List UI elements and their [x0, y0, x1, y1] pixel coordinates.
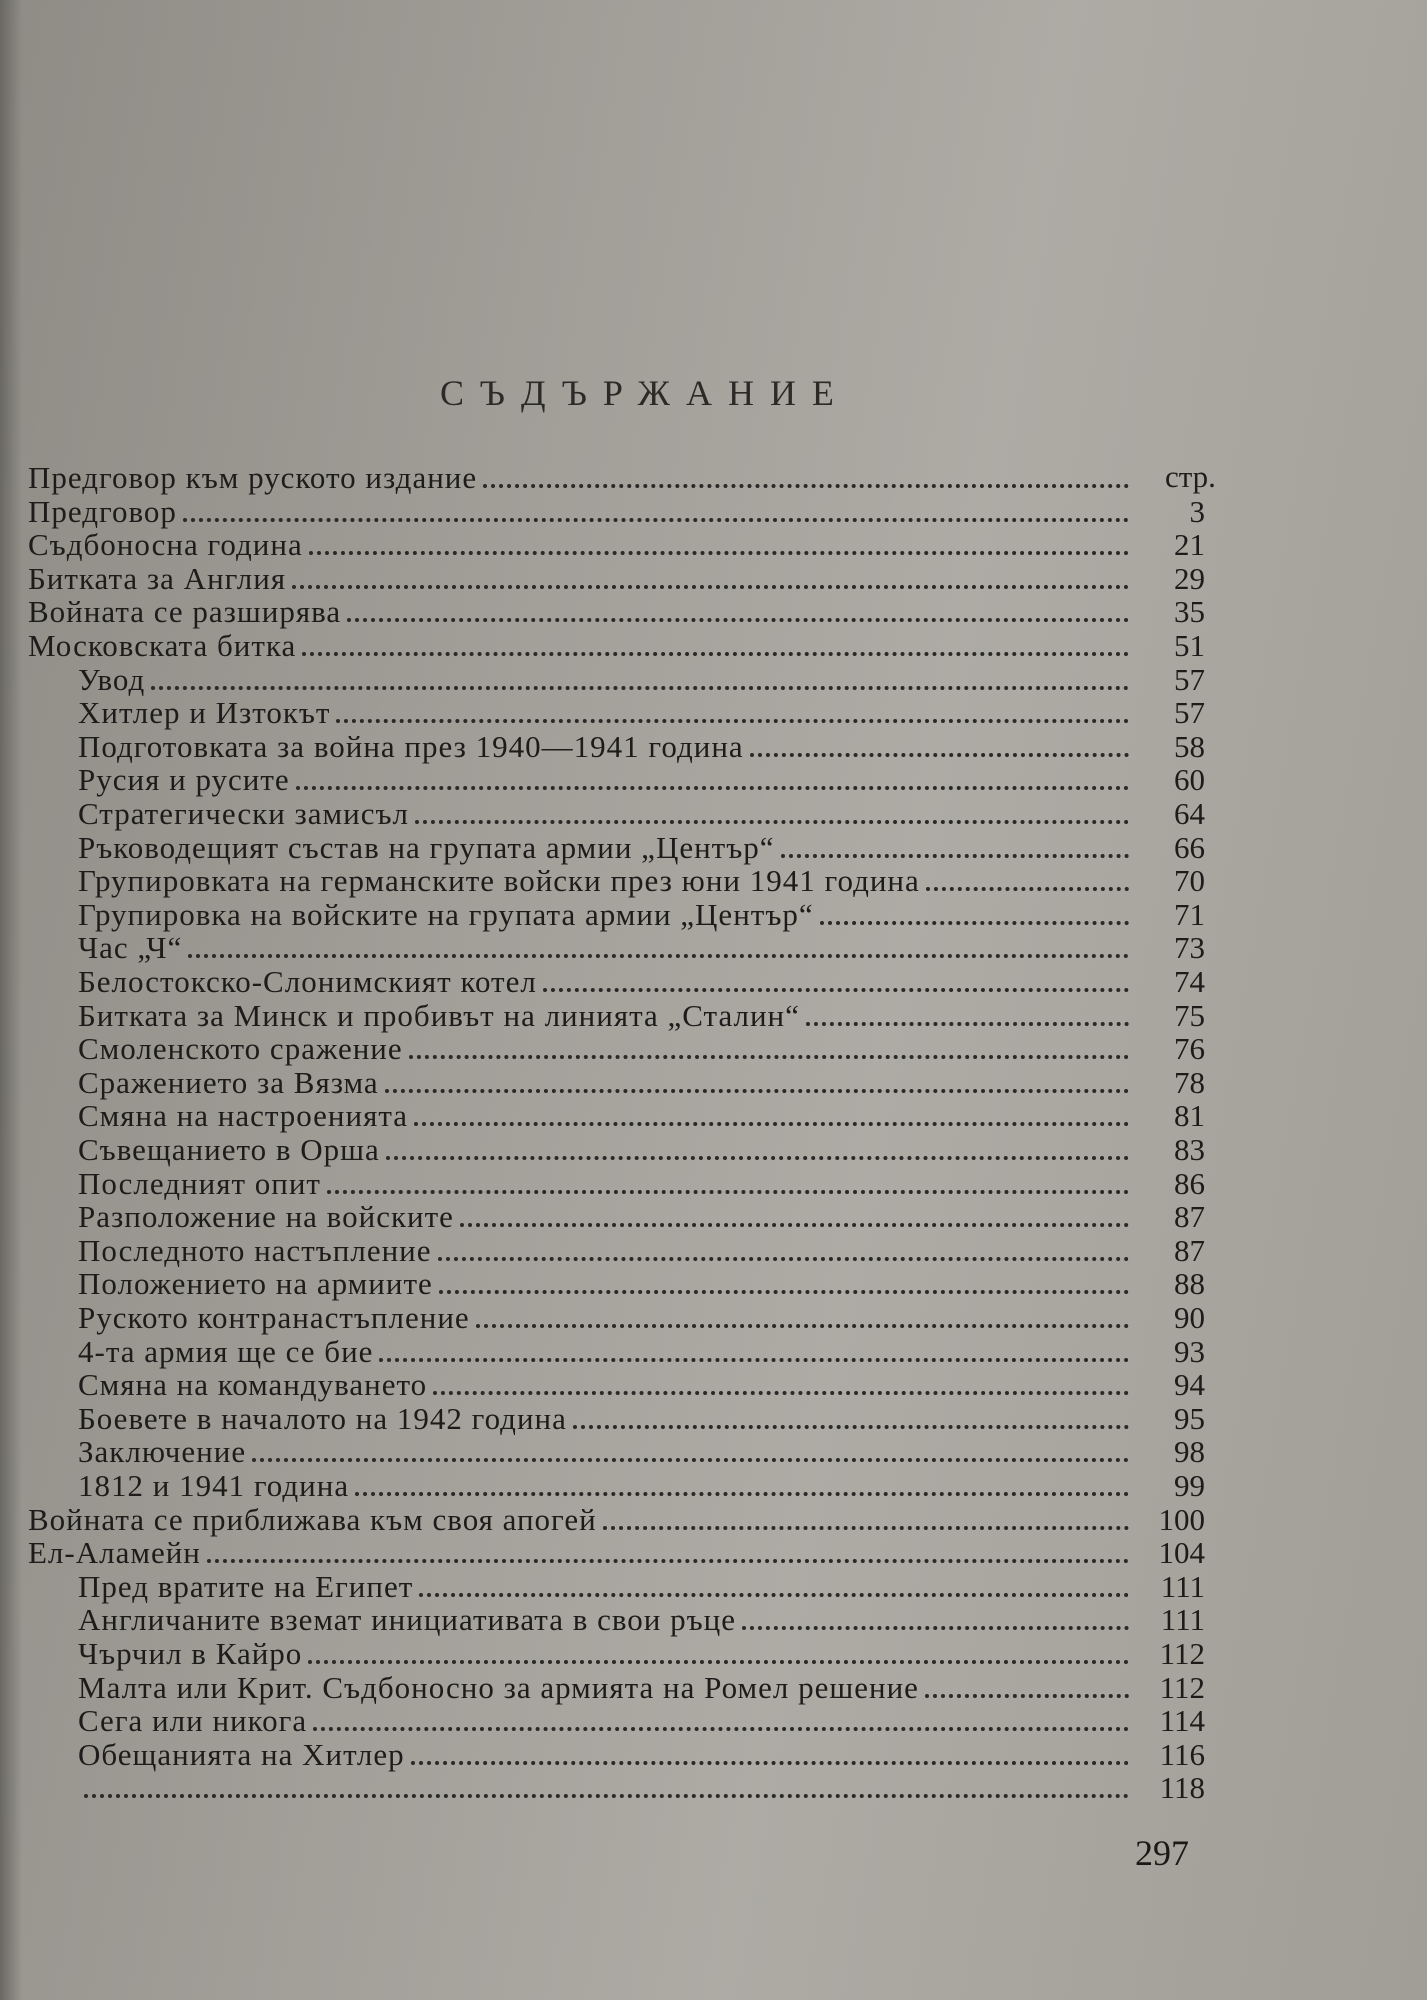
toc-entry-title: 1812 и 1941 година: [78, 1470, 350, 1503]
toc-leader-dots: [347, 618, 1129, 622]
toc-leader-dots: [252, 1458, 1129, 1462]
toc-entry-page: 104: [1158, 1537, 1205, 1571]
toc-leader-dots: [439, 1290, 1129, 1294]
toc-entry: [28, 529, 1205, 563]
toc-entry-page: 51: [1174, 630, 1205, 663]
toc-entry-page: 75: [1174, 999, 1205, 1033]
toc-entry-page: 78: [1174, 1066, 1205, 1100]
toc-leader-dots: [296, 786, 1129, 790]
toc-entry-page: 95: [1174, 1402, 1205, 1436]
toc-entry: [78, 1302, 1205, 1336]
toc-leader-dots: [309, 551, 1129, 555]
toc-entry: [78, 764, 1205, 798]
toc-entry: [78, 966, 1205, 1000]
toc-entry: [78, 1672, 1205, 1706]
toc-entry: [28, 630, 1205, 664]
toc-leader-dots: [820, 921, 1129, 925]
toc-entry-title: Руското контранастъпление: [78, 1302, 470, 1335]
toc-entry: [78, 1000, 1205, 1034]
toc-entry: [78, 664, 1205, 698]
toc-entry-title: Сражението за Вязма: [78, 1066, 379, 1100]
toc-leader-dots: [781, 854, 1129, 858]
toc-entry-title: Пред вратите на Египет: [78, 1570, 414, 1604]
toc-entry: [78, 1067, 1205, 1101]
toc-entry: [78, 1033, 1205, 1067]
toc-entry-page: 83: [1174, 1134, 1205, 1167]
toc-entry: [78, 1705, 1205, 1739]
toc-entry: [78, 865, 1205, 899]
toc-entry-page: 88: [1174, 1268, 1205, 1302]
toc-entry-page: 60: [1174, 764, 1205, 798]
toc-entry-title: Хитлер и Изтокът: [78, 697, 331, 731]
toc-entry-page: 99: [1174, 1470, 1205, 1503]
toc-entry-title: Ел-Аламейн: [28, 1537, 201, 1571]
toc-leader-dots: [573, 1425, 1129, 1429]
toc-entry: [78, 1268, 1205, 1302]
toc-entry: [28, 563, 1205, 597]
toc-entry: [28, 1537, 1205, 1571]
spine-shadow: [0, 0, 22, 2000]
toc-leader-dots: [386, 1156, 1129, 1160]
page-column-label: стр.: [1165, 459, 1216, 494]
toc-entry: [28, 596, 1205, 630]
toc-entry-title: Последното настъпление: [78, 1234, 432, 1268]
toc-heading: СЪДЪРЖАНИЕ: [440, 373, 850, 413]
toc-leader-dots: [308, 1660, 1129, 1664]
toc-entry-title: 4-та армия ще се бие: [78, 1335, 374, 1369]
toc-entry-page: 93: [1174, 1335, 1205, 1369]
toc-entry-page: 86: [1174, 1167, 1205, 1201]
toc-entry: [78, 832, 1205, 866]
toc-entry: [78, 899, 1205, 933]
toc-leader-dots: [385, 1089, 1129, 1093]
toc-entry: [78, 1436, 1205, 1470]
toc-leader-dots: [415, 820, 1129, 824]
toc-entry-page: 81: [1174, 1100, 1205, 1134]
toc-entry: [78, 1100, 1205, 1134]
toc-entry-title: Смяна на командуването: [78, 1369, 428, 1403]
toc-leader-dots: [419, 1593, 1129, 1597]
toc-entry: [78, 1470, 1205, 1504]
toc-entry-title: Битката за Минск и пробивът на линията „Сталин“: [78, 999, 800, 1033]
toc-entry-title: Групировка на войските на групата армии „Център“: [78, 898, 814, 932]
toc-leader-dots: [292, 585, 1129, 589]
toc-entry-page: 66: [1174, 831, 1205, 865]
toc-entry: [78, 1168, 1205, 1202]
toc-entry-title: Обещанията на Хитлер: [78, 1738, 405, 1772]
toc-entry-page: 3: [1189, 495, 1205, 529]
toc-entry-title: Заключение: [78, 1436, 247, 1470]
toc-entry: [78, 1369, 1205, 1403]
toc-entry-page: 64: [1174, 798, 1205, 831]
toc-entry-title: Войната се разширява: [28, 596, 342, 630]
page-number: 297: [1135, 1833, 1189, 1873]
toc-leader-dots: [183, 518, 1129, 522]
toc-entry: [78, 1739, 1205, 1773]
toc-entry-page: 57: [1174, 697, 1205, 731]
toc-entry-title: Съдбоносна година: [28, 529, 303, 563]
toc-leader-dots: [438, 1257, 1129, 1261]
toc-entry-page: 73: [1174, 932, 1205, 966]
toc-leader-dots: [411, 1761, 1129, 1765]
toc-entry-title: Предговор: [28, 495, 177, 529]
toc-entry-page: 100: [1158, 1503, 1205, 1537]
toc-leader-dots: [433, 1391, 1129, 1395]
toc-entry-title: Смяна на настроенията: [78, 1100, 409, 1134]
toc-entry-title: Англичаните вземат инициативата в свои ръце: [78, 1604, 737, 1638]
toc-leader-dots: [207, 1559, 1129, 1563]
toc-entry-title: Стратегически замисъл: [78, 798, 410, 831]
toc-entry-page: 21: [1174, 529, 1205, 563]
toc-entry: [78, 798, 1205, 832]
toc-entry: [78, 1201, 1205, 1235]
toc-entry-title: Последният опит: [78, 1167, 321, 1201]
toc-entry-page: 112: [1159, 1671, 1205, 1705]
toc-entry: [78, 1134, 1205, 1168]
toc-leader-dots: [188, 954, 1129, 958]
toc-leader-dots: [926, 887, 1129, 891]
toc-leader-dots: [302, 652, 1129, 656]
toc-entry-page: 114: [1159, 1705, 1205, 1739]
toc-entry-title: Войната се приближава към своя апогей: [28, 1503, 597, 1537]
toc-leader-dots: [336, 719, 1129, 723]
toc-entry: [28, 462, 1205, 496]
toc-entry-page: 35: [1174, 596, 1205, 630]
toc-entry-page: 57: [1174, 663, 1205, 697]
toc-entry-page: 90: [1174, 1302, 1205, 1335]
toc-entry-page: 98: [1174, 1436, 1205, 1470]
toc-entry-page: 112: [1159, 1638, 1205, 1671]
toc-entry-title: Смоленското сражение: [78, 1033, 403, 1067]
toc-entry-title: Положението на армиите: [78, 1268, 433, 1302]
toc-leader-dots: [476, 1324, 1129, 1328]
toc-leader-dots: [414, 1122, 1129, 1126]
toc-entry: [78, 1571, 1205, 1605]
toc-entry: [78, 932, 1205, 966]
toc-entry-title: Чърчил в Кайро: [78, 1638, 303, 1671]
toc-leader-dots: [483, 484, 1129, 488]
toc-leader-dots: [925, 1694, 1129, 1698]
toc-leader-dots: [409, 1055, 1129, 1059]
toc-entry-title: Малта или Крит. Съдбоносно за армията на Ромел решение: [78, 1671, 919, 1705]
toc-leader-dots: [543, 988, 1129, 992]
toc-leader-dots: [313, 1727, 1129, 1731]
toc-entry-title: Увод: [78, 663, 146, 697]
toc-entry-title: Белостокско-Слонимският котел: [78, 966, 537, 999]
toc-entry: [28, 496, 1205, 530]
toc-entry-page: 116: [1159, 1738, 1205, 1772]
toc-entry-page: 94: [1174, 1369, 1205, 1403]
toc-entry-page: 70: [1174, 865, 1205, 899]
toc-entry-title: Битката за Англия: [28, 562, 287, 596]
toc-entry-page: 29: [1174, 562, 1205, 596]
toc-leader-dots: [603, 1526, 1129, 1530]
toc-entry-title: Групировката на германските войски през юни 1941 година: [78, 865, 920, 899]
toc-leader-dots: [806, 1022, 1129, 1026]
toc-entry: [78, 697, 1205, 731]
toc-entry-title: Московската битка: [28, 630, 297, 663]
toc-entry-page: 71: [1174, 898, 1205, 932]
toc-entry: [78, 1403, 1205, 1437]
toc-entry-title: Подготовката за война през 1940—1941 година: [78, 730, 744, 764]
toc-leader-dots: [355, 1492, 1129, 1496]
toc-entry: [28, 1504, 1205, 1538]
toc-leader-dots: [379, 1358, 1129, 1362]
toc-entry-page: 87: [1174, 1234, 1205, 1268]
toc-entry-title: Русия и руситe: [78, 764, 290, 798]
toc-leader-dots: [327, 1190, 1129, 1194]
toc-entry-page: 76: [1174, 1033, 1205, 1067]
toc-leader-dots: [750, 753, 1129, 757]
toc-entry-title: Боевете в началото на 1942 година: [78, 1402, 567, 1436]
toc-entry: [78, 1235, 1205, 1269]
toc-entry: [78, 731, 1205, 765]
toc-entry: [78, 1772, 1205, 1806]
toc-entry: [78, 1638, 1205, 1672]
toc-entry-page: 118: [1159, 1772, 1205, 1806]
toc-entry-page: 74: [1174, 966, 1205, 999]
toc-entry-page: 111: [1160, 1570, 1205, 1604]
toc-entry-title: Сега или никога: [78, 1705, 308, 1739]
toc-entry: [78, 1336, 1205, 1370]
toc-entry-page: 111: [1160, 1604, 1205, 1638]
toc-entry-title: Час „Ч“: [78, 932, 183, 966]
toc-entry-page: 58: [1174, 730, 1205, 764]
toc-entry-title: Разположение на войските: [78, 1201, 454, 1235]
toc-entry-page: 87: [1174, 1201, 1205, 1235]
toc-entry-title: Ръководещият състав на групата армии „Център“: [78, 831, 775, 865]
toc-leader-dots: [460, 1223, 1129, 1227]
toc-entry-title: Предговор към руското издание: [28, 462, 478, 495]
toc-leader-dots: [84, 1794, 1129, 1798]
toc-entry: [78, 1604, 1205, 1638]
toc-leader-dots: [151, 686, 1129, 690]
toc-leader-dots: [742, 1626, 1129, 1630]
toc-entry-title: Съвещанието в Орша: [78, 1134, 380, 1167]
